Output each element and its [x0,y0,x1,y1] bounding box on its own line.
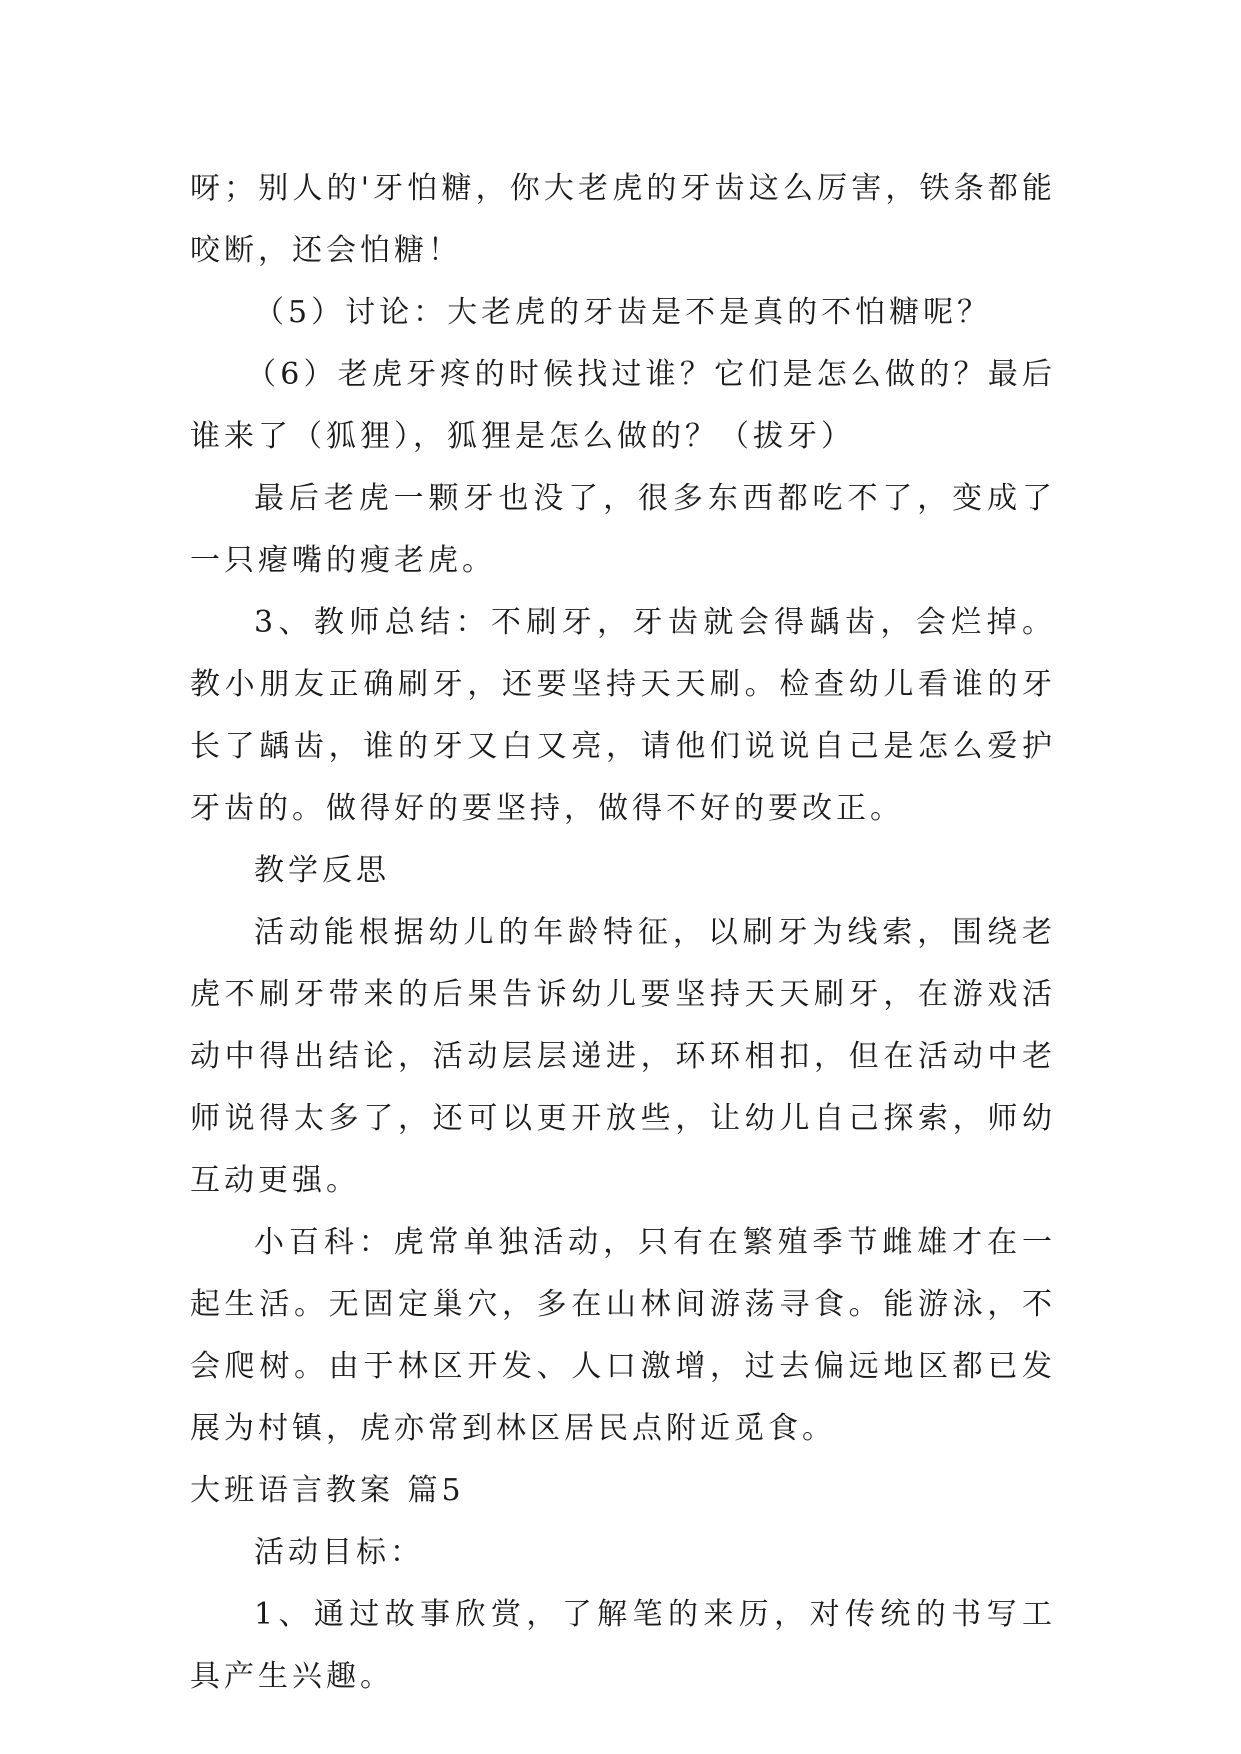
section-heading-reflection: 教学反思 [254,853,390,888]
section-title-lesson-5: 大班语言教案 篇5 [190,1473,465,1508]
paragraph-goal-1: 1、通过故事欣赏，了解笔的来历，对传统的书写工具产生兴趣。 [190,1597,1056,1694]
document-body [190,158,1056,1708]
paragraph-encyclopedia: 小百科：虎常单独活动，只有在繁殖季节雌雄才在一起生活。无固定巢穴，多在山林间游荡寻食。能游泳，不会爬树。由于林区开发、人口激增，过去偏远地区都已发展为村镇，虎亦常到林区居民点附近觅食。 [190,1225,1056,1446]
paragraph-discussion-5: （5）讨论：大老虎的牙齿是不是真的不怕糖呢？ [254,295,992,330]
paragraph-reflection: 活动能根据幼儿的年龄特征，以刷牙为线索，围绕老虎不刷牙带来的后果告诉幼儿要坚持天天刷牙，在游戏活动中得出结论，活动层层递进，环环相扣，但在活动中老师说得太多了，还可以更开放些，让幼儿自己探索，师幼互动更强。 [190,915,1056,1198]
paragraph-question-6: （6）老虎牙疼的时候找过谁？它们是怎么做的？最后谁来了（狐狸），狐狸是怎么做的？（拔牙） [190,357,1056,454]
paragraph-teacher-summary: 3、教师总结：不刷牙，牙齿就会得龋齿，会烂掉。教小朋友正确刷牙，还要坚持天天刷。检查幼儿看谁的牙长了龋齿，谁的牙又白又亮，请他们说说自己是怎么爱护牙齿的。做得好的要坚持，做得不好的要改正。 [190,605,1056,826]
paragraph-continuation: 呀；别人的'牙怕糖，你大老虎的牙齿这么厉害，铁条都能咬断，还会怕糖！ [190,171,1056,268]
paragraph-tiger-ending: 最后老虎一颗牙也没了，很多东西都吃不了，变成了一只瘪嘴的瘦老虎。 [190,481,1056,578]
subheading-activity-goals: 活动目标： [254,1535,424,1570]
